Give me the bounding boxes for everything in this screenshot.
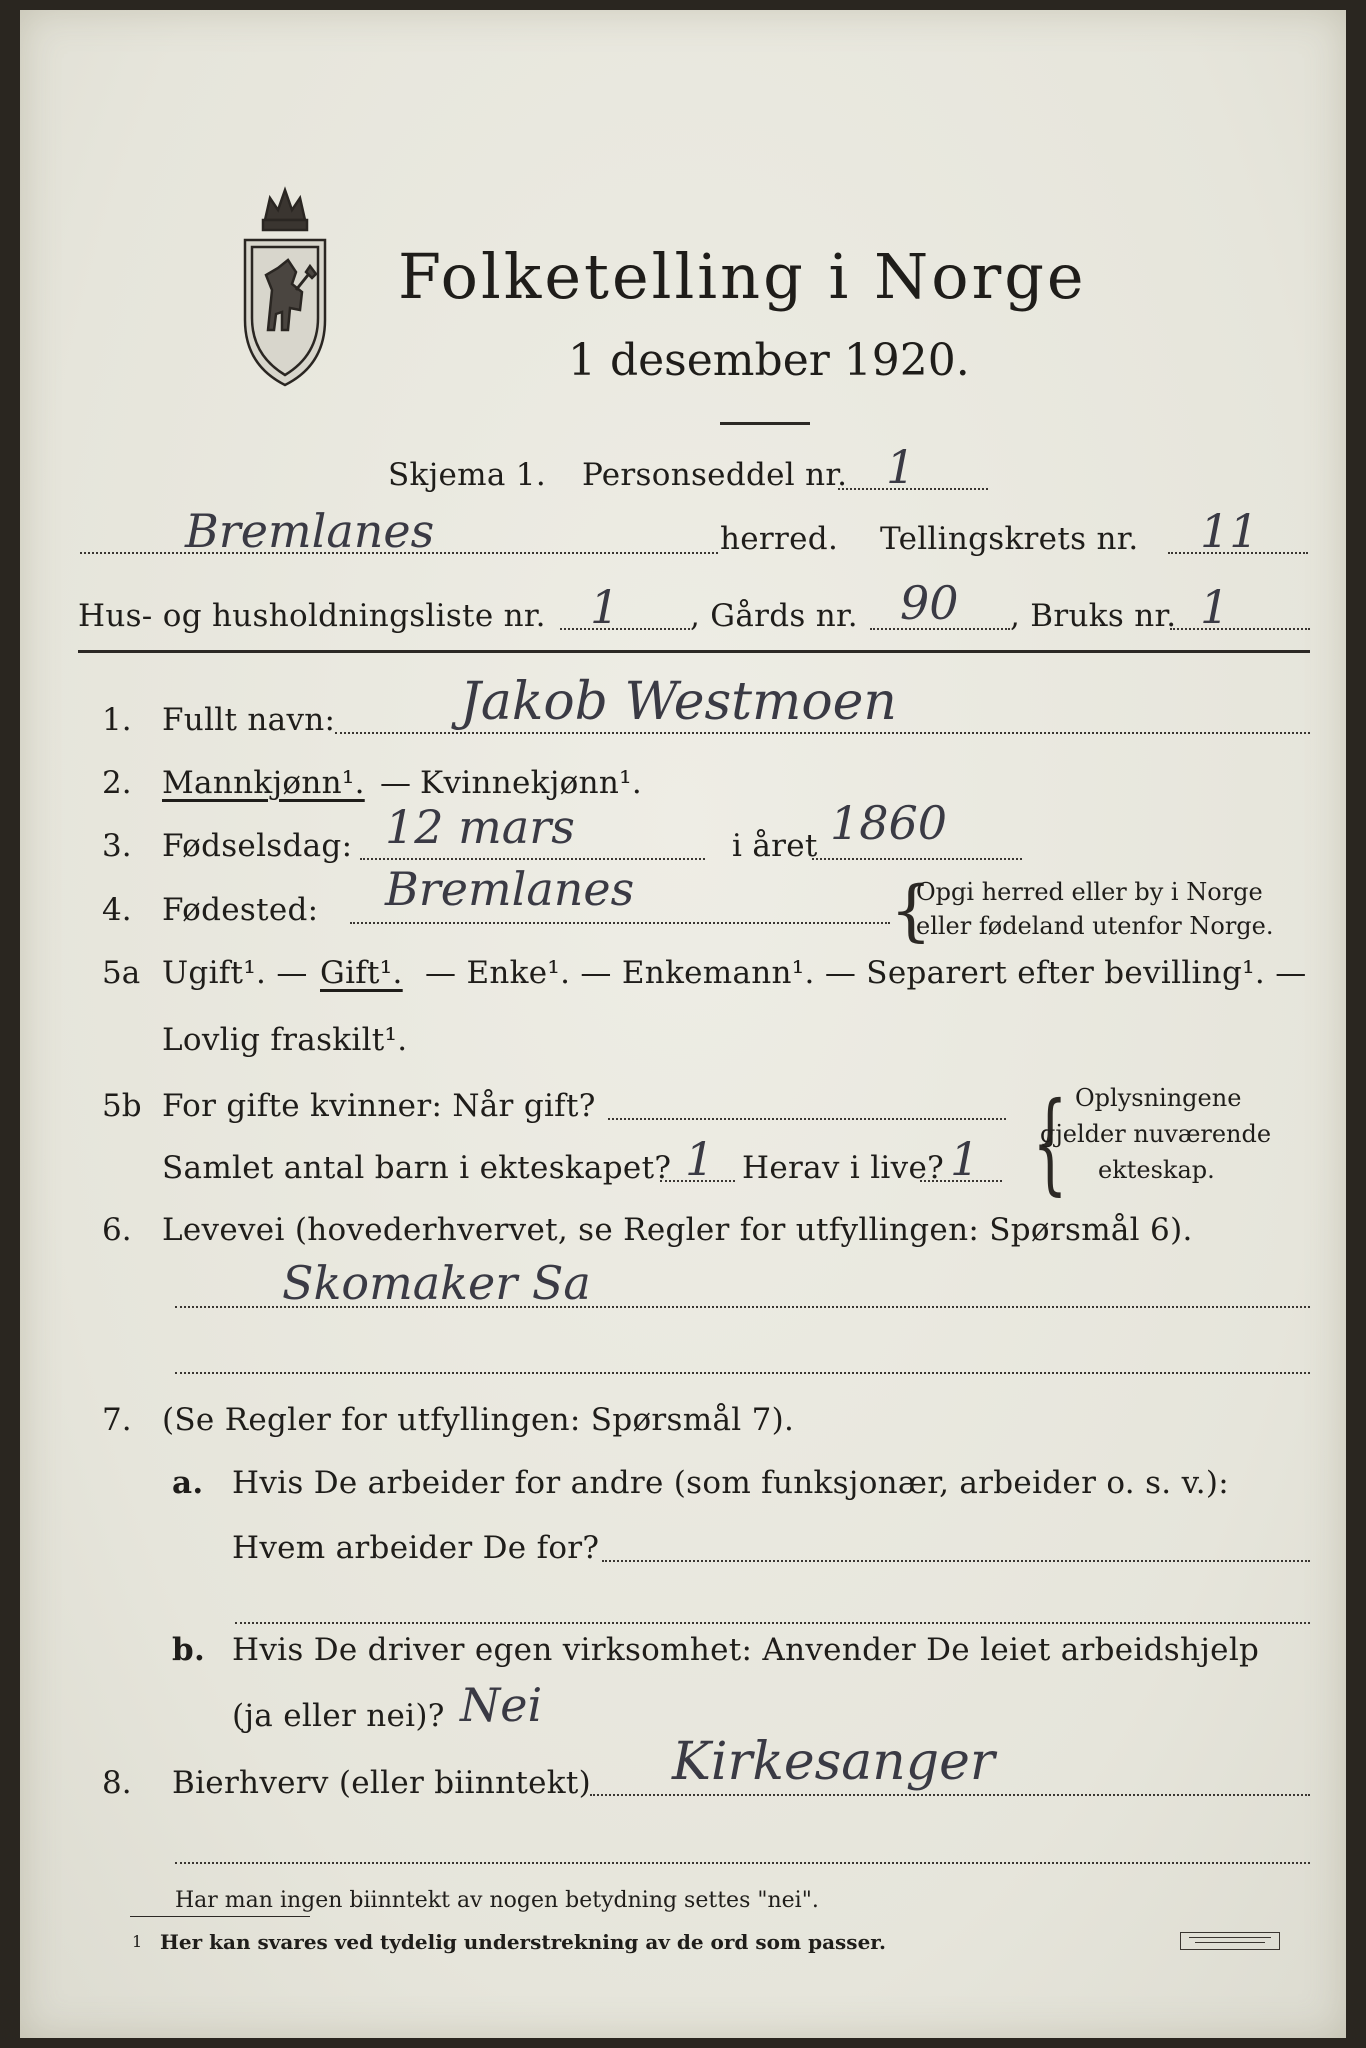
q7a-question: Hvis De arbeider for andre (som funksjonær, arbeider o. s. v.):	[232, 1465, 1230, 1501]
q7-number: 7.	[102, 1402, 132, 1438]
q7b-ja-nei-label: (ja eller nei)?	[232, 1698, 445, 1734]
q4-line	[350, 922, 890, 924]
q5b-note-line1: Oplysningene	[1075, 1084, 1242, 1112]
herred-label: herred.	[720, 521, 839, 557]
q1-label: Fullt navn:	[162, 702, 336, 738]
q3-label: Fødselsdag:	[162, 828, 353, 864]
footnote-mark: 1	[132, 1932, 143, 1951]
q6-line1	[175, 1306, 1310, 1308]
q7b-question: Hvis De driver egen virksomhet: Anvender De leiet arbeidshjelp	[232, 1632, 1260, 1668]
q3-birthday: 12 mars	[385, 800, 575, 854]
gards-value: 90	[900, 576, 959, 630]
q7b-answer: Nei	[460, 1678, 543, 1732]
q5b-live-label: Herav i live?	[742, 1150, 945, 1186]
census-form-page	[20, 10, 1346, 2038]
q5a-gift-option: Gift¹.	[320, 955, 403, 991]
q2-separator: —	[380, 765, 412, 801]
q5b-naar-gift: For gifte kvinner: Når gift?	[162, 1088, 596, 1124]
q1-number: 1.	[102, 702, 132, 738]
bruks-label: , Bruks nr.	[1010, 598, 1177, 634]
q7-label: (Se Regler for utfyllingen: Spørsmål 7).	[162, 1402, 795, 1438]
q5a-number: 5a	[102, 955, 141, 991]
hus-line	[560, 628, 690, 630]
hus-label: Hus- og husholdningsliste nr.	[78, 598, 546, 634]
q5b-live-value: 1	[950, 1132, 980, 1186]
q4-number: 4.	[102, 892, 132, 928]
schema-label: Skjema 1.	[388, 457, 546, 493]
bruks-line	[1170, 628, 1310, 630]
personseddel-value: 1	[886, 440, 916, 494]
q5b-number: 5b	[102, 1088, 142, 1124]
q5b-barn-label: Samlet antal barn i ekteskapet?	[162, 1150, 672, 1186]
q8-number: 8.	[102, 1765, 132, 1801]
q5a-other-options: — Enke¹. — Enkemann¹. — Separert efter bevilling¹. —	[425, 955, 1307, 991]
q6-label: Levevei (hovederhvervet, se Regler for utfyllingen: Spørsmål 6).	[162, 1212, 1193, 1248]
q5b-brace: {	[1032, 1078, 1068, 1206]
hus-value: 1	[590, 580, 620, 634]
form-title: Folketelling i Norge	[398, 240, 1087, 313]
q2-number: 2.	[102, 765, 132, 801]
q4-note-line2: eller fødeland utenfor Norge.	[916, 912, 1274, 940]
q4-brace: {	[890, 872, 932, 949]
q1-full-name: Jakob Westmoen	[460, 672, 897, 732]
q5a-ugift: Ugift¹. —	[162, 955, 308, 991]
q8-secondary-occupation: Kirkesanger	[672, 1732, 995, 1792]
q4-note-line1: Opgi herred eller by i Norge	[916, 878, 1263, 906]
q5b-naar-gift-line	[608, 1118, 1006, 1120]
q6-occupation: Skomaker Sa	[282, 1256, 591, 1310]
q8-extra-line	[175, 1862, 1310, 1864]
q8-label: Bierhverv (eller biinntekt)	[172, 1765, 592, 1801]
q6-number: 6.	[102, 1212, 132, 1248]
footer-note: Har man ingen biinntekt av nogen betydning settes "nei".	[175, 1888, 819, 1913]
tellingskrets-value: 11	[1200, 504, 1259, 558]
census-date: 1 desember 1920.	[568, 335, 970, 386]
q7a-extra-line	[235, 1622, 1310, 1624]
q5b-barn-value: 1	[685, 1132, 715, 1186]
bruks-value: 1	[1200, 580, 1230, 634]
footnote-text: Her kan svares ved tydelig understrekning av de ord som passer.	[160, 1930, 886, 1954]
tellingskrets-label: Tellingskrets nr.	[880, 521, 1139, 557]
q7b-letter: b.	[172, 1632, 206, 1668]
q2-female-option: Kvinnekjønn¹.	[420, 765, 643, 801]
personseddel-label: Personseddel nr.	[582, 457, 848, 493]
q3-birth-year: 1860	[830, 796, 948, 850]
q4-birthplace: Bremlanes	[385, 862, 635, 916]
q3-year-line	[812, 858, 1022, 860]
norwegian-coat-of-arms-icon	[230, 180, 340, 400]
herred-value: Bremlanes	[185, 504, 435, 558]
q5b-note-line2: gjelder nuværende	[1040, 1120, 1272, 1148]
q5a-fraskilt: Lovlig fraskilt¹.	[162, 1022, 408, 1058]
q3-line	[360, 858, 705, 860]
title-divider	[720, 422, 810, 425]
q1-line	[335, 732, 1310, 734]
q7a-letter: a.	[172, 1465, 204, 1501]
q5b-note-line3: ekteskap.	[1098, 1156, 1215, 1184]
q7a-employer-label: Hvem arbeider De for?	[232, 1530, 600, 1566]
printer-stamp	[1180, 1932, 1280, 1950]
q7a-employer-line	[602, 1560, 1310, 1562]
q6-line2	[175, 1372, 1310, 1374]
section-divider	[78, 650, 1310, 653]
q4-label: Fødested:	[162, 892, 319, 928]
q3-number: 3.	[102, 828, 132, 864]
q2-male-option: Mannkjønn¹.	[162, 765, 365, 801]
gards-label: , Gårds nr.	[690, 598, 858, 634]
footer-divider	[130, 1916, 310, 1917]
q8-line	[590, 1794, 1310, 1796]
q3-year-label: i året	[732, 828, 818, 864]
